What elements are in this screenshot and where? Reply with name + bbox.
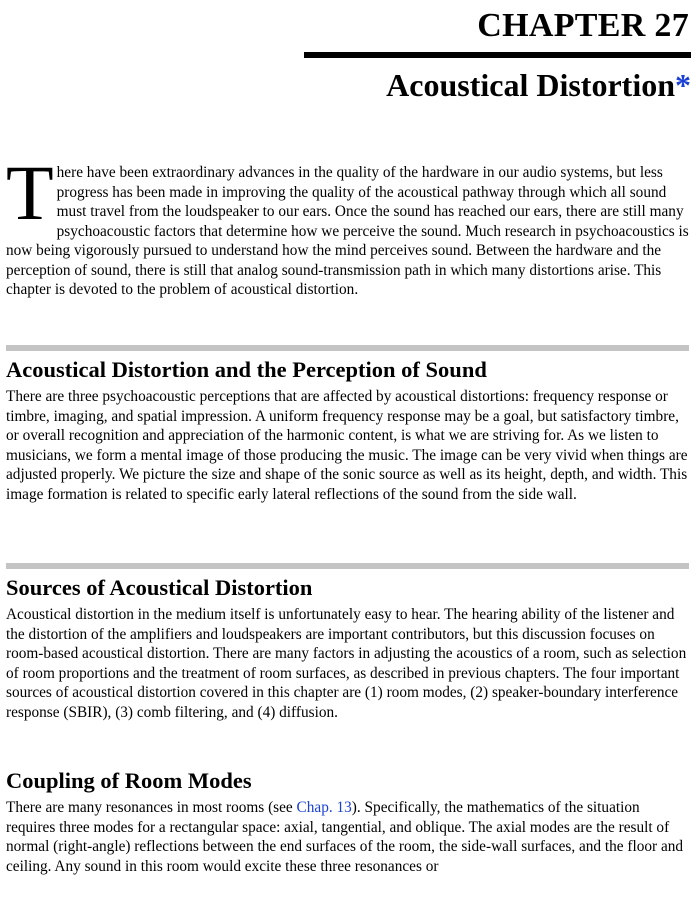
footnote-link[interactable]: * [675, 67, 691, 103]
section-heading: Acoustical Distortion and the Perception of Sound [6, 357, 487, 382]
chapter-title-text: Acoustical Distortion [386, 67, 675, 103]
section-heading: Coupling of Room Modes [6, 768, 252, 793]
section-paragraph [6, 798, 689, 876]
paragraph-text: ). Specifically, the mathematics of the situation requires three modes for a rectangular space: axial, tangential, and oblique. The axial modes are the result of normal (right-angle) reflections between the end surfaces of the room, the side-wall surfaces, and the floor and ceiling. Any sound in this room would excite these three resonances or [6, 799, 684, 875]
section-paragraph: Acoustical distortion in the medium itself is unfortunately easy to hear. The hearing ability of the listener and the distortion of the amplifiers and loudspeakers are important contributors, but this discussion focuses on room-based acoustical distortion. There are many factors in adjusting the acoustics of a room, such as selection of room proportions and the treatment of room surfaces, as described in previous chapters. The four important sources of acoustical distortion covered in this chapter are (1) room modes, (2) speaker-boundary interference response (SBIR), (3) comb filtering, and (4) diffusion. [6, 606, 687, 721]
section-heading: Sources of Acoustical Distortion [6, 575, 313, 600]
paragraph-text: There are many resonances in most rooms (see [6, 799, 297, 816]
chapter-rule [304, 52, 691, 58]
section-paragraph: There are three psychoacoustic perceptions that are affected by acoustical distortions: frequency response or timbre, imaging, and spatial impression. A uniform frequency response may be a goal, but satisfactory timbre, or overall recognition and appreciation of the harmonic content, is what we are striving for. As we listen to musicians, we form a mental image of those producing the music. The image can be very vivid when things are adjusted properly. We picture the size and shape of the sonic source as well as its height, depth, and width. This image formation is related to specific early lateral reflections of the sound from the side wall. [6, 388, 688, 503]
section-divider [6, 345, 689, 351]
intro-text: here have been extraordinary advances in the quality of the hardware in our audio systems, but less progress has been made in improving the quality of the acoustical pathway through which all sound must travel from the loudspeaker to our ears. Once the sound has reached our ears, there are still many psychoacoustic factors that determine how we perceive the sound. Much research in psychoacoustics is now being vigorously pursued to understand how the mind perceives sound. Between the hardware and the perception of sound, there is still that analog sound-transmission path in which many distortions arise. This chapter is devoted to the problem of acoustical distortion. [6, 164, 689, 298]
dropcap: T [6, 149, 54, 236]
chapter-link[interactable]: Chap. 13 [296, 799, 352, 816]
section-divider [6, 563, 689, 569]
chapter-label: CHAPTER 27 [477, 7, 689, 44]
intro-paragraph [6, 149, 689, 300]
chapter-title [386, 64, 691, 106]
